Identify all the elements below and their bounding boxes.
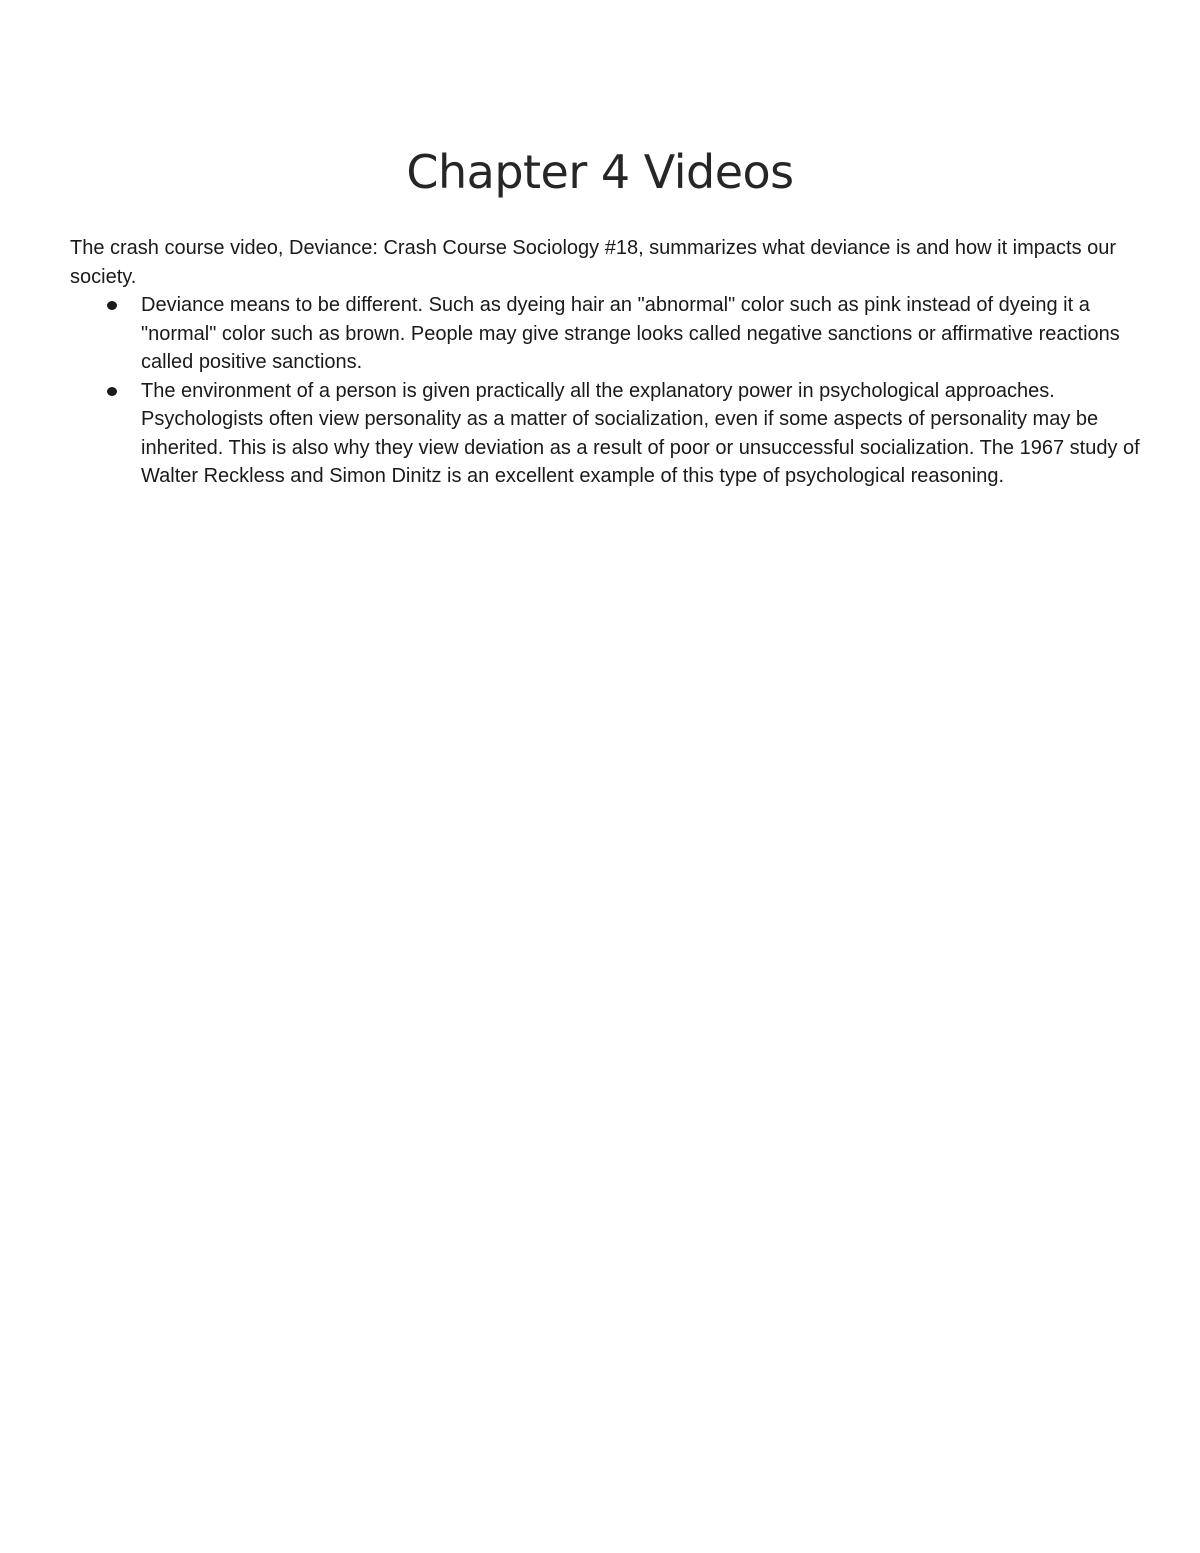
- bullet-dot-icon: [107, 301, 117, 310]
- bullet-list: [70, 291, 1140, 491]
- list-item-text: Deviance means to be different. Such as dyeing hair an "abnormal" color such as pink instead of dyeing it a "normal" color such as brown. People may give strange looks called negative sanctions or affirmative reactions called positive sanctions.: [141, 294, 1120, 373]
- intro-paragraph: The crash course video, Deviance: Crash Course Sociology #18, summarizes what deviance is and how it impacts our society.: [70, 237, 1117, 288]
- list-item: [70, 291, 1140, 377]
- bullet-dot-icon: [107, 387, 117, 396]
- list-item: [70, 377, 1140, 491]
- list-item-text: The environment of a person is given practically all the explanatory power in psychological approaches. Psychologists often view personality as a matter of socialization, even if some aspects of personality may be inherited. This is also why they view deviation as a result of poor or unsuccessful socialization. The 1967 study of Walter Reckless and Simon Dinitz is an excellent example of this type of psychological reasoning.: [141, 379, 1140, 487]
- document-body: [70, 234, 1140, 491]
- page-title: Chapter 4 Videos: [406, 145, 794, 199]
